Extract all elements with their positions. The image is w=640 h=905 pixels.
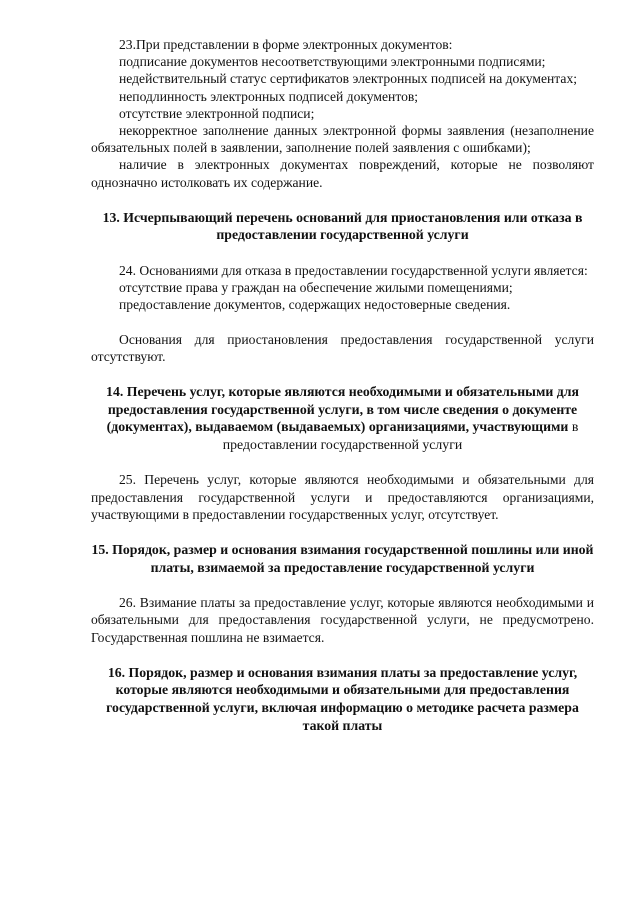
section-23-item: неподлинность электронных подписей документов; — [119, 88, 419, 104]
section-23-item: наличие в электронных документах повреждений, которые не позволяют однозначно истолковать их содержание. — [91, 157, 594, 190]
section-23-item: отсутствие электронной подписи; — [119, 105, 315, 121]
section-24-intro: 24. Основаниями для отказа в предоставлении государственной услуги является: — [119, 263, 588, 279]
heading-14-bold: 14. Перечень услуг, которые являются необходимыми и обязательными для предоставления государственной услуги, в том числе сведения о документе (документах), выдаваемом (выдаваемых) организациями, участвующими — [106, 384, 579, 435]
section-23-item: подписание документов несоответствующими электронными подписями; — [119, 54, 546, 70]
heading-15: 15. Порядок, размер и основания взимания государственной пошлины или иной платы, взимаемой за предоставление государственной услуги — [91, 542, 594, 575]
section-24-item: предоставление документов, содержащих недостоверные сведения. — [119, 297, 511, 313]
section-26-text: 26. Взимание платы за предоставление услуг, которые являются необходимыми и обязательными для предоставления государственной услуги, не предусмотрено. Государственная пошлина не взимается. — [91, 595, 594, 645]
section-23-intro: 23.При представлении в форме электронных документов: — [119, 37, 453, 52]
heading-14 — [91, 383, 594, 453]
heading-13: 13. Исчерпывающий перечень оснований для приостановления или отказа в предоставлении государственной услуги — [102, 209, 583, 243]
section-24-note: Основания для приостановления предоставления государственной услуги отсутствуют. — [91, 331, 594, 364]
heading-16: 16. Порядок, размер и основания взимания платы за предоставление услуг, которые являются необходимыми и обязательными для предоставления государственной услуги, включая информацию о методике расчета размера такой платы — [106, 664, 579, 733]
section-23-item: некорректное заполнение данных электронной формы заявления (незаполнение обязательных полей в заявлении, заполнение полей заявления с ошибками); — [91, 123, 594, 156]
section-23-item: недействительный статус сертификатов электронных подписей на документах; — [119, 71, 578, 87]
section-25-text: 25. Перечень услуг, которые являются необходимыми и обязательными для предоставления государственной услуги и предоставляются организациями, участвующими в предоставлении государственных услуг, отсутствует. — [91, 472, 594, 522]
section-24-item: отсутствие права у граждан на обеспечение жилыми помещениями; — [119, 280, 513, 296]
heading-14-normal: в предоставлении государственной услуги — [222, 419, 579, 452]
